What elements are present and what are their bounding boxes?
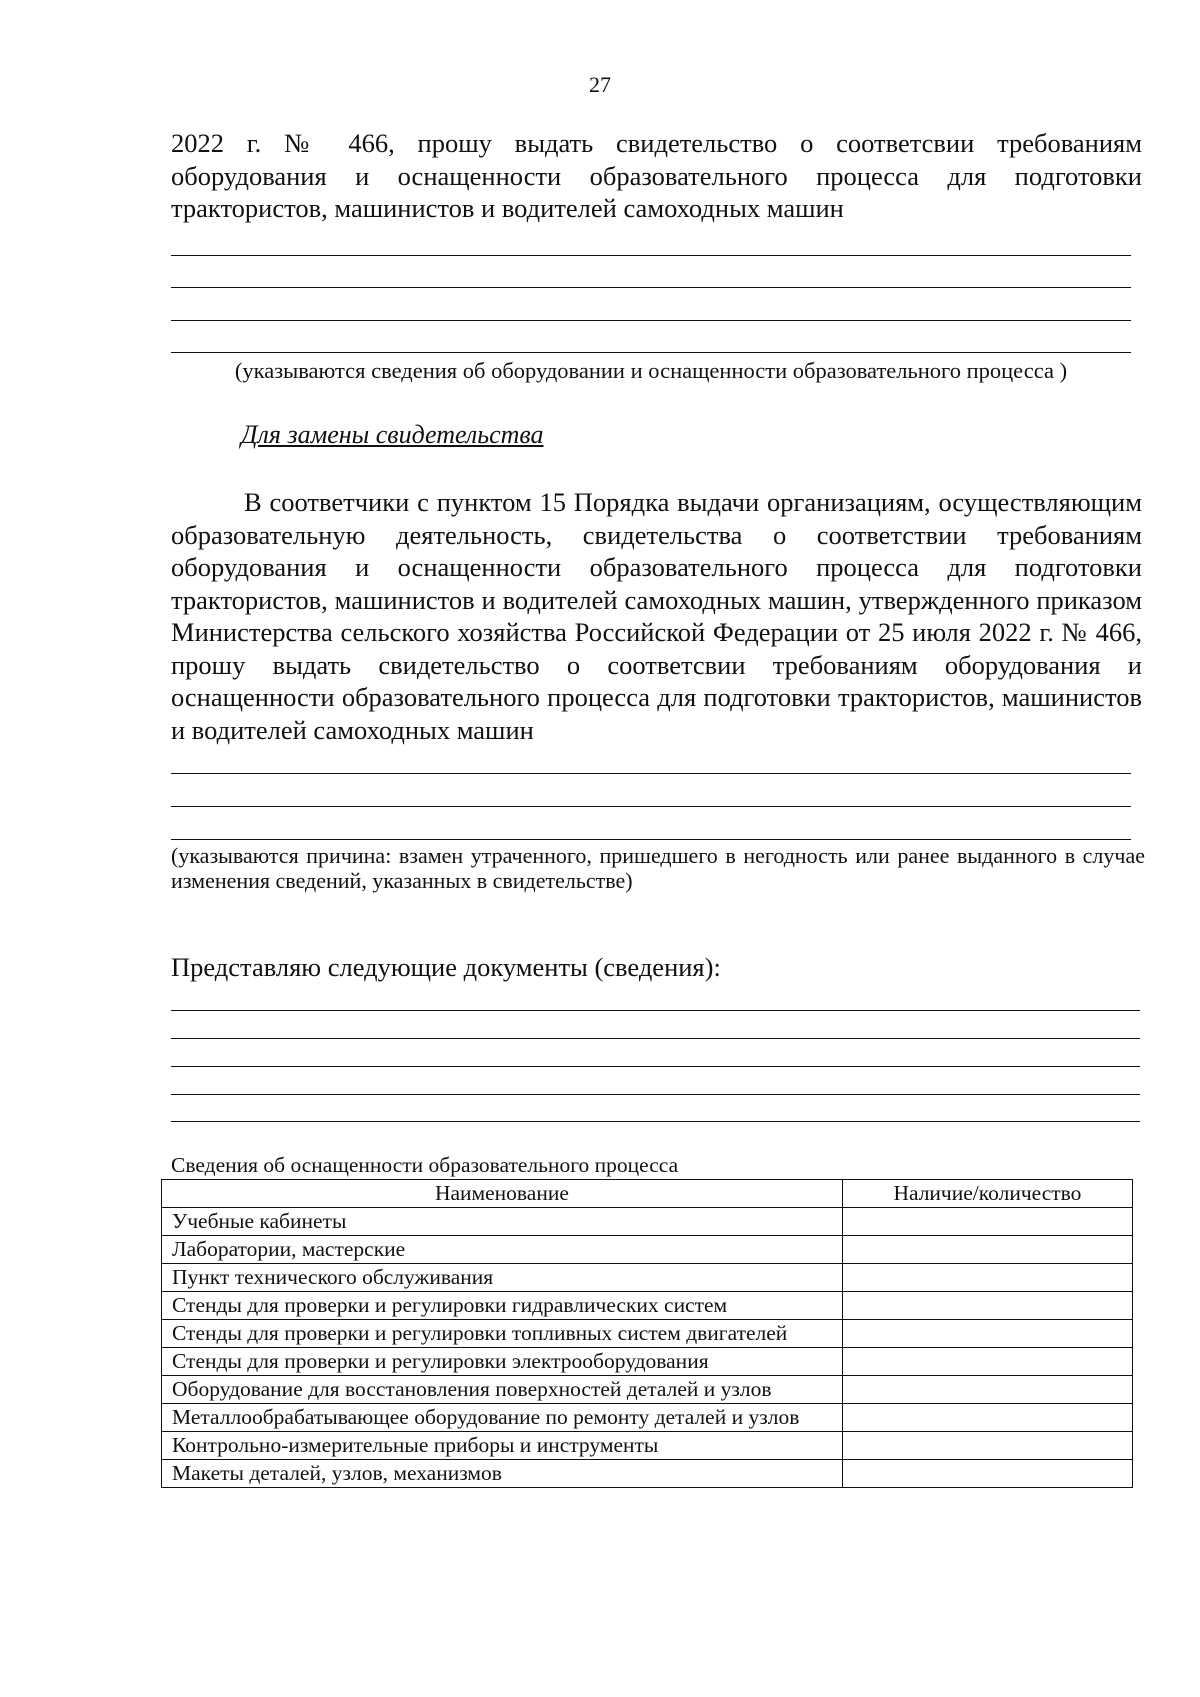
reason-caption: (указываются причина: взамен утраченного, пришедшего в негодность или ранее выданного в случае изменения сведений, указанных в свидетельстве): [171, 843, 1145, 893]
table-row: [162, 1376, 1133, 1404]
table-row: [162, 1432, 1133, 1460]
table-row: [162, 1208, 1133, 1236]
row-name: Пункт технического обслуживания: [162, 1264, 843, 1292]
equipment-caption: (указываются сведения об оборудовании и оснащенности образовательного процесса ): [234, 358, 1068, 383]
row-value-cell: [842, 1348, 1132, 1376]
row-name: Стенды для проверки и регулировки электрооборудования: [162, 1348, 843, 1376]
table-title: Сведения об оснащенности образовательного процесса: [171, 1153, 679, 1177]
row-name: Стенды для проверки и регулировки топливных систем двигателей: [162, 1320, 843, 1348]
header-availability: Наличие/количество: [842, 1180, 1132, 1208]
table-row: [162, 1320, 1133, 1348]
row-name: Оборудование для восстановления поверхностей деталей и узлов: [162, 1376, 843, 1404]
row-value-cell: [842, 1376, 1132, 1404]
fill-line: [171, 839, 1131, 840]
table-header-row: [162, 1180, 1133, 1208]
replacement-paragraph: В соответчики с пунктом 15 Порядка выдачи организациям, осуществляющим образовательную деятельность, свидетельства о соответствии требованиям оборудования и оснащенности образовательного процесса для подготовки трактористов, машинистов и водителей самоходных машин, утвержденного приказом Министерства сельского хозяйства Российской Федерации от 25 июля 2022 г. № 466, прошу выдать свидетельство о соответсвии требованиям оборудования и оснащенности образовательного процесса для подготовки трактористов, машинистов и водителей самоходных машин: [171, 487, 1142, 745]
row-value-cell: [842, 1460, 1132, 1488]
row-value-cell: [842, 1292, 1132, 1320]
table-row: [162, 1404, 1133, 1432]
row-name: Учебные кабинеты: [162, 1208, 843, 1236]
fill-line: [171, 773, 1131, 774]
fill-line: [171, 287, 1131, 288]
fill-line: [171, 806, 1131, 807]
fill-line: [171, 1121, 1140, 1122]
fill-line: [171, 352, 1131, 353]
equipment-table: [161, 1179, 1133, 1488]
header-name: Наименование: [162, 1180, 843, 1208]
row-name: Контрольно-измерительные приборы и инструменты: [162, 1432, 843, 1460]
row-name: Лаборатории, мастерские: [162, 1236, 843, 1264]
table-row: [162, 1460, 1133, 1488]
row-value-cell: [842, 1404, 1132, 1432]
row-value-cell: [842, 1320, 1132, 1348]
fill-line: [171, 1094, 1140, 1095]
table-row: [162, 1264, 1133, 1292]
replacement-heading: Для замены свидетельства: [241, 420, 544, 449]
table-row: [162, 1236, 1133, 1264]
fill-line: [171, 320, 1131, 321]
page-number: 27: [589, 72, 611, 97]
row-value-cell: [842, 1432, 1132, 1460]
table-row: [162, 1348, 1133, 1376]
intro-paragraph: 2022 г. № 466, прошу выдать свидетельство о соответсвии требованиям оборудования и оснащенности образовательного процесса для подготовки трактористов, машинистов и водителей самоходных машин: [171, 128, 1142, 223]
fill-line: [171, 255, 1131, 256]
row-name: Металлообрабатывающее оборудование по ремонту деталей и узлов: [162, 1404, 843, 1432]
row-value-cell: [842, 1264, 1132, 1292]
row-name: Стенды для проверки и регулировки гидравлических систем: [162, 1292, 843, 1320]
documents-heading: Представляю следующие документы (сведения):: [171, 952, 721, 982]
row-name: Макеты деталей, узлов, механизмов: [162, 1460, 843, 1488]
fill-line: [171, 1038, 1140, 1039]
row-value-cell: [842, 1236, 1132, 1264]
fill-line: [171, 1010, 1140, 1011]
table-row: [162, 1292, 1133, 1320]
fill-line: [171, 1066, 1140, 1067]
row-value-cell: [842, 1208, 1132, 1236]
